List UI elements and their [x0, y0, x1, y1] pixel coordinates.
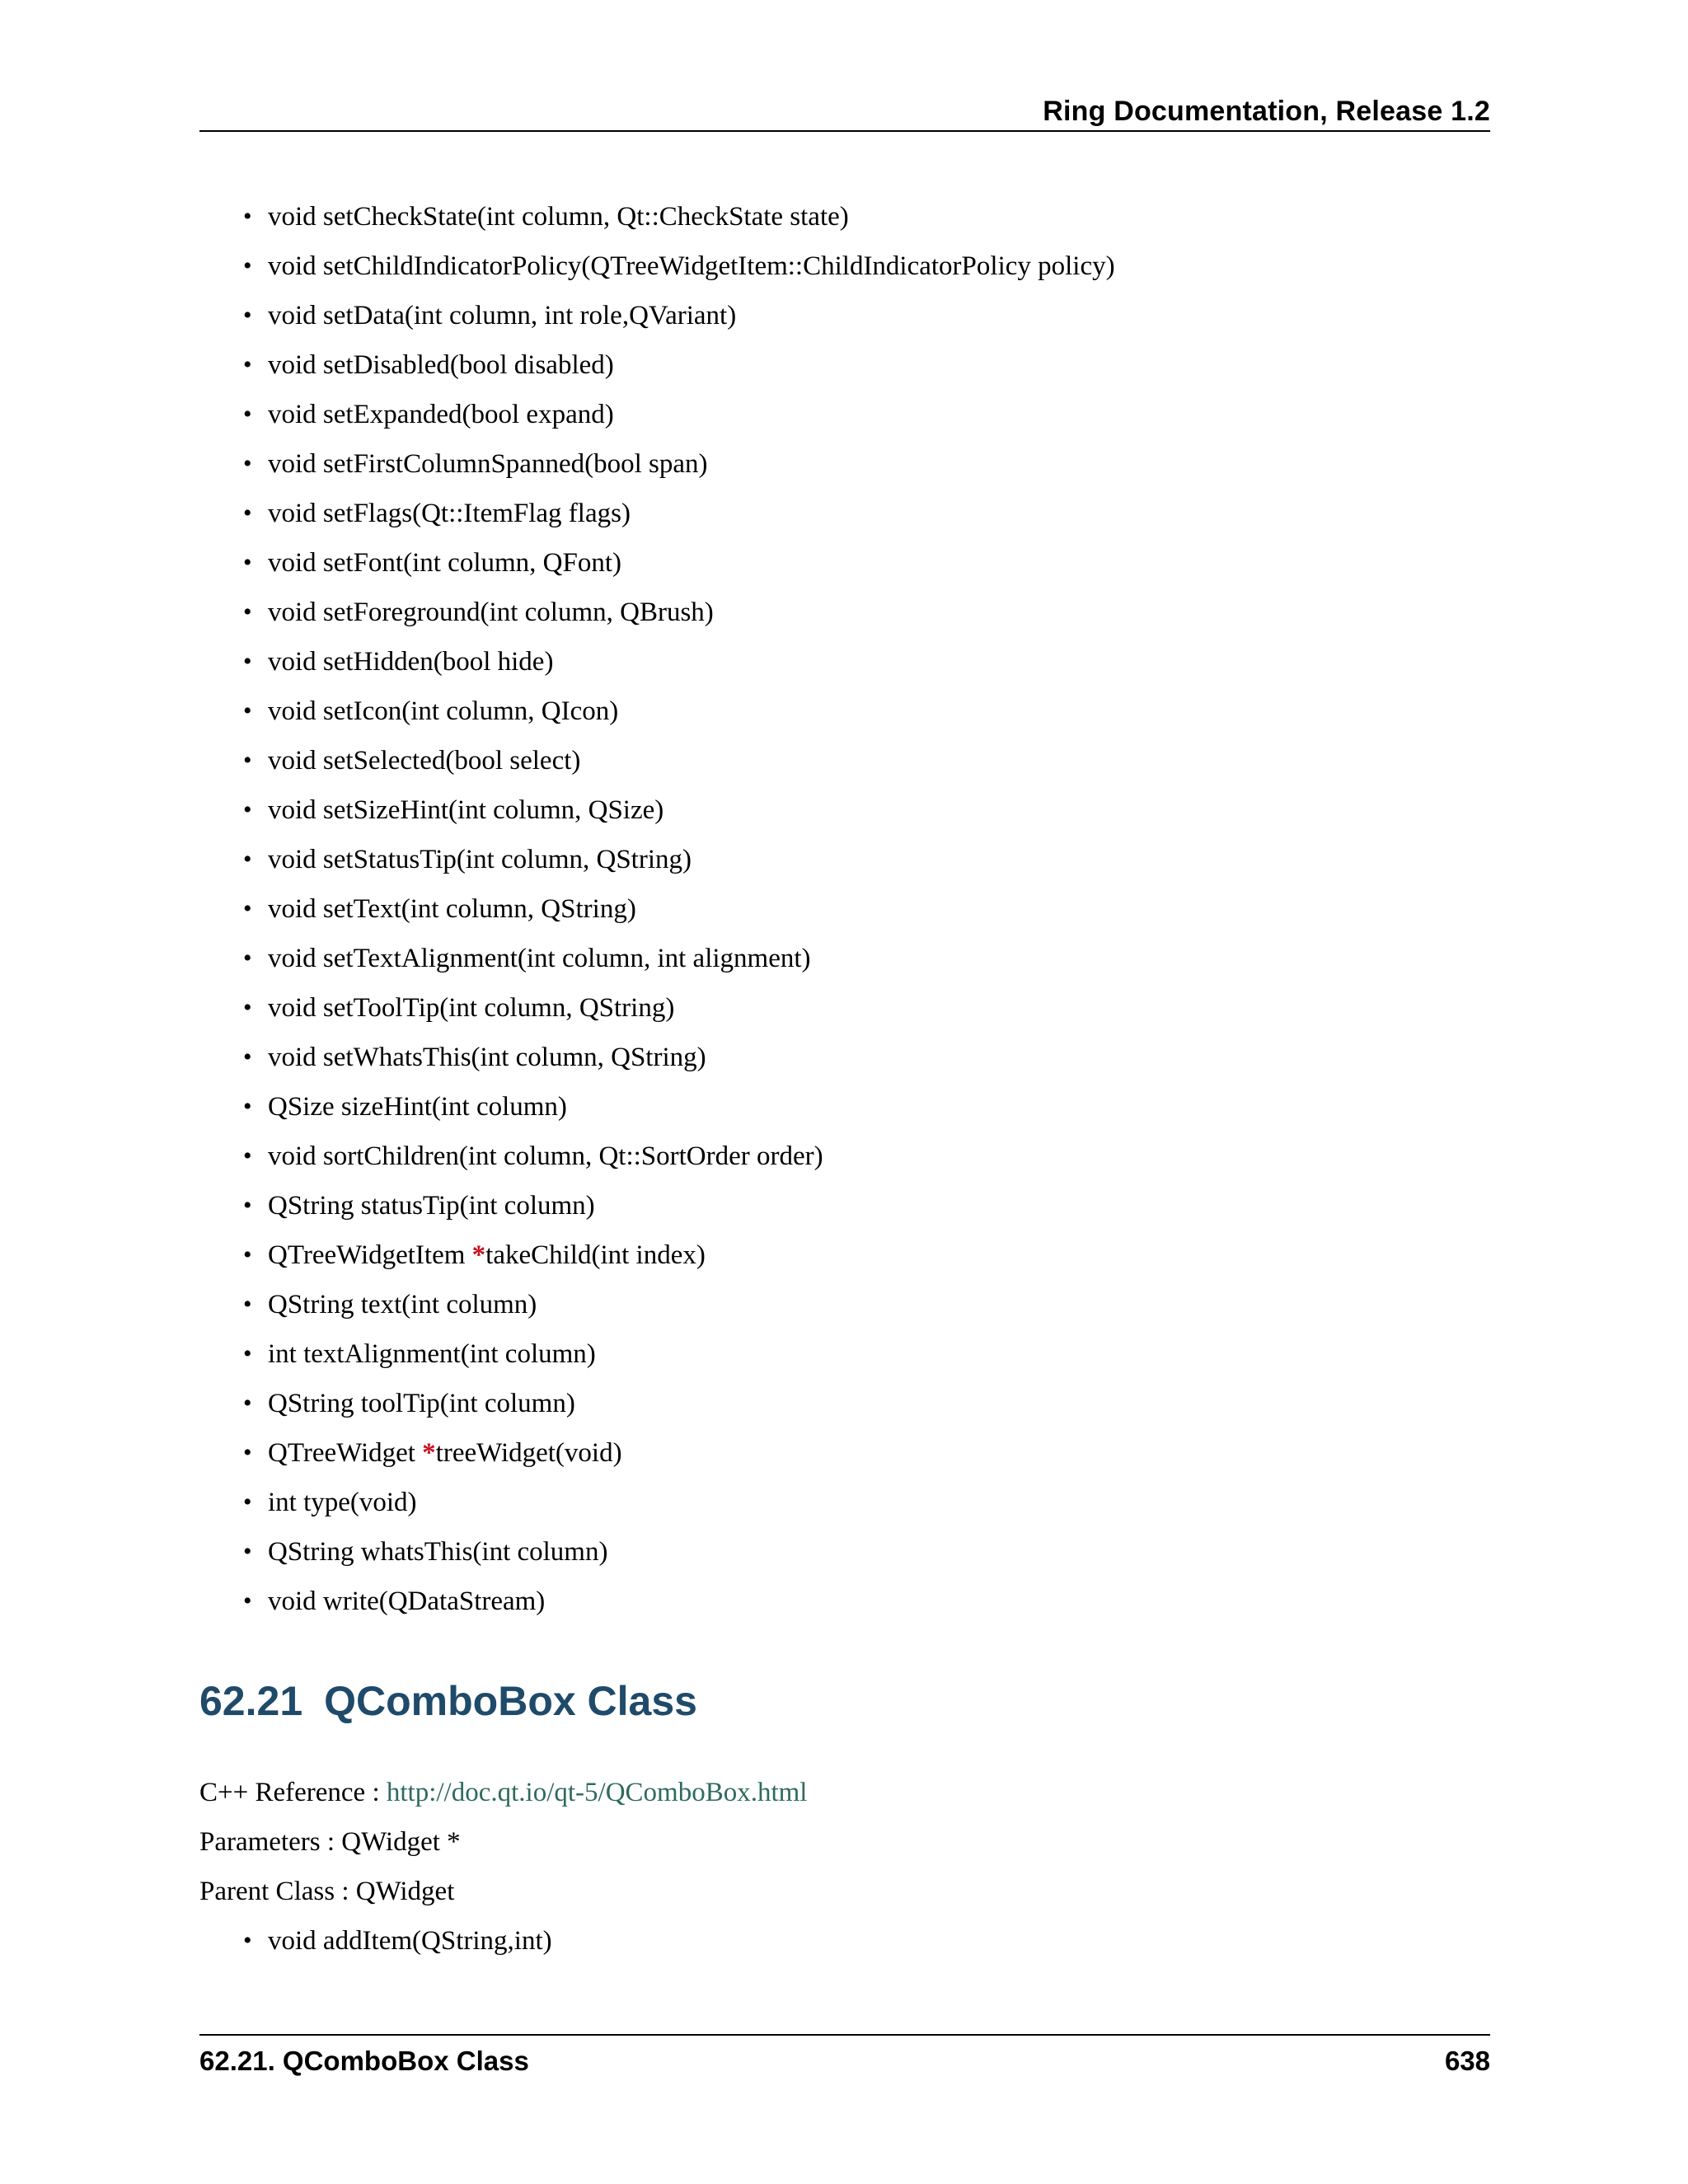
method-signature: void setExpanded(bool expand) — [268, 400, 614, 429]
list-item — [243, 1581, 1479, 1630]
method-signature: void sortChildren(int column, Qt::SortOrder order) — [268, 1141, 823, 1171]
method-signature: void addItem(QString,int) — [268, 1926, 552, 1956]
method-list — [243, 196, 1479, 1630]
method-signature: void setSelected(bool select) — [268, 746, 581, 776]
list-item — [243, 839, 1479, 888]
method-signature: void setStatusTip(int column, QString) — [268, 845, 692, 874]
method-signature: void setTextAlignment(int column, int alignment) — [268, 944, 811, 973]
footer-rule — [199, 2034, 1490, 2036]
section-heading — [199, 1677, 697, 1725]
method-signature: void setData(int column, int role,QVariant) — [268, 301, 737, 330]
document-title: Ring Documentation, Release 1.2 — [1043, 96, 1490, 127]
method-signature: void setChildIndicatorPolicy(QTreeWidgetItem::ChildIndicatorPolicy policy) — [268, 251, 1115, 281]
section-number: 62.21 — [199, 1678, 303, 1724]
list-item — [243, 1482, 1479, 1531]
list-item — [243, 1037, 1479, 1086]
method-signature: QString statusTip(int column) — [268, 1191, 595, 1221]
page-header — [199, 89, 1490, 132]
list-item — [243, 1185, 1479, 1235]
list-item — [243, 1920, 1479, 1970]
list-item — [243, 295, 1479, 344]
method-signature: void setCheckState(int column, Qt::CheckState state) — [268, 202, 849, 232]
page-number: 638 — [1444, 2046, 1490, 2076]
list-item — [243, 888, 1479, 938]
list-item — [243, 246, 1479, 295]
method-signature: QSize sizeHint(int column) — [268, 1092, 567, 1122]
method-signature: QTreeWidget — [268, 1438, 423, 1468]
pointer-asterisk: * — [471, 1240, 486, 1270]
list-item — [243, 1136, 1479, 1185]
list-item — [243, 592, 1479, 641]
parameters-line: Parameters : QWidget * — [199, 1827, 461, 1857]
list-item — [243, 394, 1479, 443]
list-item — [243, 344, 1479, 394]
method-signature: void setToolTip(int column, QString) — [268, 993, 675, 1023]
cpp-reference-label: C++ Reference : — [199, 1778, 387, 1807]
cpp-reference-link[interactable]: http://doc.qt.io/qt-5/QComboBox.html — [386, 1778, 808, 1807]
method-signature: QTreeWidgetItem — [268, 1240, 472, 1270]
list-item — [243, 1383, 1479, 1432]
method-signature: void setDisabled(bool disabled) — [268, 350, 614, 380]
list-item — [243, 1284, 1479, 1333]
section-title: QComboBox Class — [324, 1678, 697, 1724]
method-signature: QString toolTip(int column) — [268, 1389, 575, 1418]
cpp-reference — [199, 1772, 807, 1813]
method-signature: void setIcon(int column, QIcon) — [268, 696, 619, 726]
list-item — [243, 790, 1479, 839]
list-item — [243, 493, 1479, 542]
method-signature: void write(QDataStream) — [268, 1586, 546, 1616]
list-item — [243, 1432, 1479, 1482]
list-item — [243, 196, 1479, 246]
footer-section: 62.21. QComboBox Class — [199, 2046, 529, 2076]
method-signature-rest: takeChild(int index) — [485, 1240, 706, 1270]
list-item — [243, 691, 1479, 740]
list-item — [243, 1531, 1479, 1581]
list-item — [243, 641, 1479, 691]
method-list-combobox — [243, 1920, 1479, 1970]
method-signature: void setFlags(Qt::ItemFlag flags) — [268, 499, 631, 528]
method-signature: int type(void) — [268, 1488, 417, 1517]
method-signature: void setText(int column, QString) — [268, 894, 636, 924]
list-item — [243, 987, 1479, 1037]
list-item — [243, 1333, 1479, 1383]
method-signature: void setSizeHint(int column, QSize) — [268, 795, 664, 825]
list-item — [243, 1086, 1479, 1136]
method-signature: void setHidden(bool hide) — [268, 647, 554, 677]
method-signature: void setWhatsThis(int column, QString) — [268, 1043, 706, 1072]
method-signature: void setFirstColumnSpanned(bool span) — [268, 449, 708, 479]
method-signature: QString whatsThis(int column) — [268, 1537, 608, 1567]
list-item — [243, 938, 1479, 987]
method-signature: void setForeground(int column, QBrush) — [268, 598, 714, 627]
method-signature: int textAlignment(int column) — [268, 1339, 596, 1369]
list-item — [243, 542, 1479, 592]
list-item — [243, 740, 1479, 790]
list-item — [243, 1235, 1479, 1284]
method-signature: void setFont(int column, QFont) — [268, 548, 621, 578]
list-item — [243, 443, 1479, 493]
method-signature: QString text(int column) — [268, 1290, 537, 1319]
method-signature-rest: treeWidget(void) — [435, 1438, 622, 1468]
parent-class-line: Parent Class : QWidget — [199, 1877, 455, 1906]
pointer-asterisk: * — [422, 1438, 436, 1468]
